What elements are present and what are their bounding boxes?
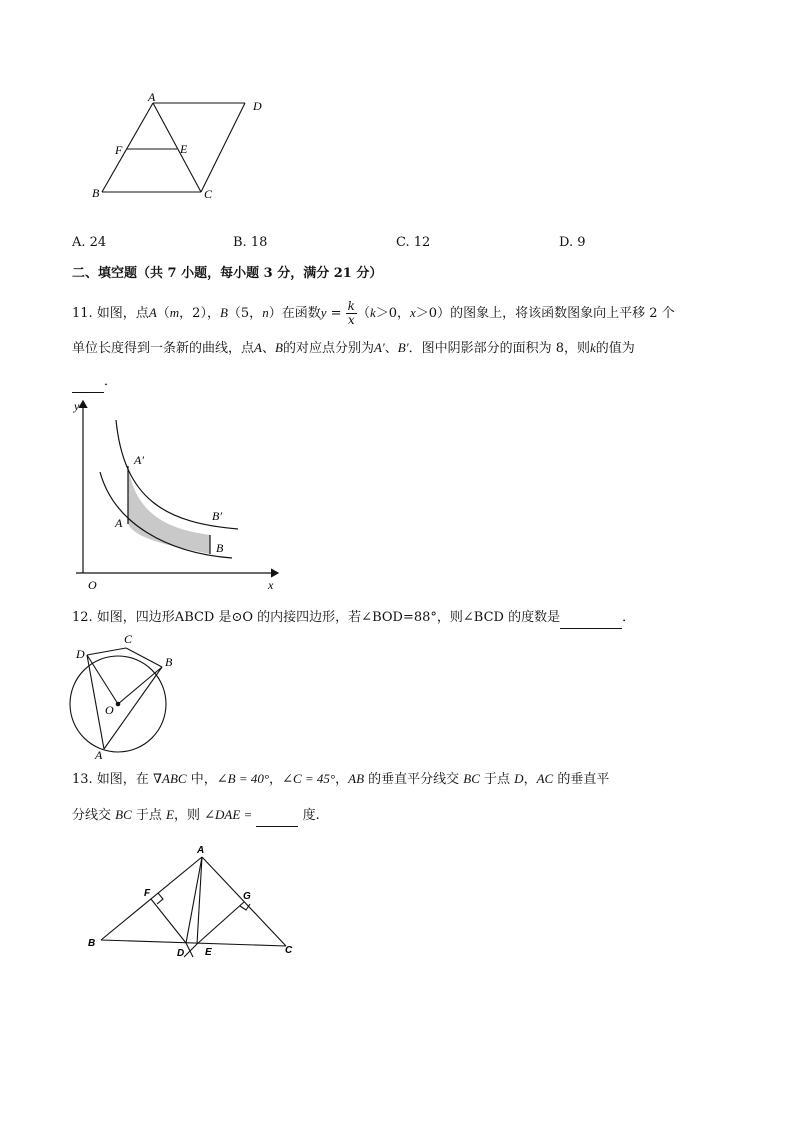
perp-bisector-AB-segment — [151, 899, 186, 943]
segment-DC — [87, 648, 126, 655]
q10-parallelogram-figure — [85, 88, 275, 203]
label-A: A — [115, 516, 123, 530]
q13-triangle-figure — [80, 840, 310, 970]
perp-bisector-AC-segment — [197, 902, 244, 944]
q13-line2: 分线交 BC 于点 E，则 ∠DAE = 度. — [72, 805, 320, 827]
label-A: A — [95, 748, 103, 760]
q11-line1: 11. 如图，点A（m，2），B（5，n）在函数y = $\frac{k}{x}$ （k＞0，x＞0）的图象上，将该函数图象向上平移 2 个 — [72, 299, 675, 327]
right-angle-mark-F — [157, 893, 163, 904]
answer-blank-q11[interactable] — [72, 372, 104, 393]
perp-bisector-AB-extension — [186, 943, 193, 957]
answer-blank-q12[interactable] — [560, 608, 622, 629]
shaded-region — [128, 466, 210, 554]
segment-BA — [101, 857, 202, 940]
fraction-k-over-x: $\frac{k}{x}$ — [347, 299, 355, 327]
label-A: A — [148, 90, 156, 104]
segment-DC — [201, 103, 245, 192]
section-title: 二、填空题（共 7 小题，每小题 3 分，满分 21 分） — [72, 266, 383, 281]
label-y: y — [74, 399, 80, 413]
q12-text: 12. 如图，四边形ABCD 是⊙O 的内接四边形，若∠BOD=88°，则∠BCD 的度数是 ． — [72, 608, 635, 629]
label-F: F — [115, 143, 123, 157]
label-B-prime: B′ — [212, 509, 222, 523]
label-B: B — [216, 541, 224, 555]
label-D: D — [177, 948, 185, 959]
label-C: C — [204, 187, 213, 201]
q11-line2: 单位长度得到一条新的曲线，点A、B的对应点分别为A′、B′．图中阴影部分的面积为 8，则k的值为 — [72, 340, 635, 356]
perp-bisector-AC-extension — [184, 944, 197, 957]
label-O: O — [88, 578, 97, 592]
center-point-O — [116, 702, 121, 707]
option-b[interactable]: B. 18 — [233, 235, 268, 250]
option-c[interactable]: C. 12 — [396, 235, 431, 250]
label-O: O — [105, 703, 114, 717]
label-B: B — [165, 655, 173, 669]
segment-BA — [102, 103, 153, 192]
label-A-prime: A′ — [134, 453, 144, 467]
q13-line1: 13. 如图，在 ∇ABC 中，∠B = 40°，∠C = 45°，AB 的垂直平分线交 BC 于点 D，AC 的垂直平 — [72, 771, 610, 787]
label-C: C — [285, 945, 293, 956]
option-a[interactable]: A. 24 — [72, 235, 107, 250]
label-D: D — [76, 647, 85, 661]
q12-circle-figure — [66, 630, 186, 760]
segment-AC — [153, 103, 201, 192]
label-D: D — [253, 99, 262, 113]
segment-BC — [101, 940, 286, 946]
label-A: A — [197, 845, 205, 856]
label-B: B — [88, 938, 96, 949]
q11-answer-line: ． — [72, 372, 117, 393]
label-C: C — [124, 632, 133, 646]
label-B: B — [92, 186, 100, 200]
option-d[interactable]: D. 9 — [559, 235, 586, 250]
label-x: x — [268, 578, 274, 592]
answer-blank-q13[interactable] — [256, 806, 298, 827]
q11-graph-figure — [66, 395, 286, 595]
label-G: G — [243, 891, 251, 902]
label-F: F — [144, 888, 151, 899]
label-E: E — [180, 142, 188, 156]
label-E: E — [205, 947, 212, 958]
